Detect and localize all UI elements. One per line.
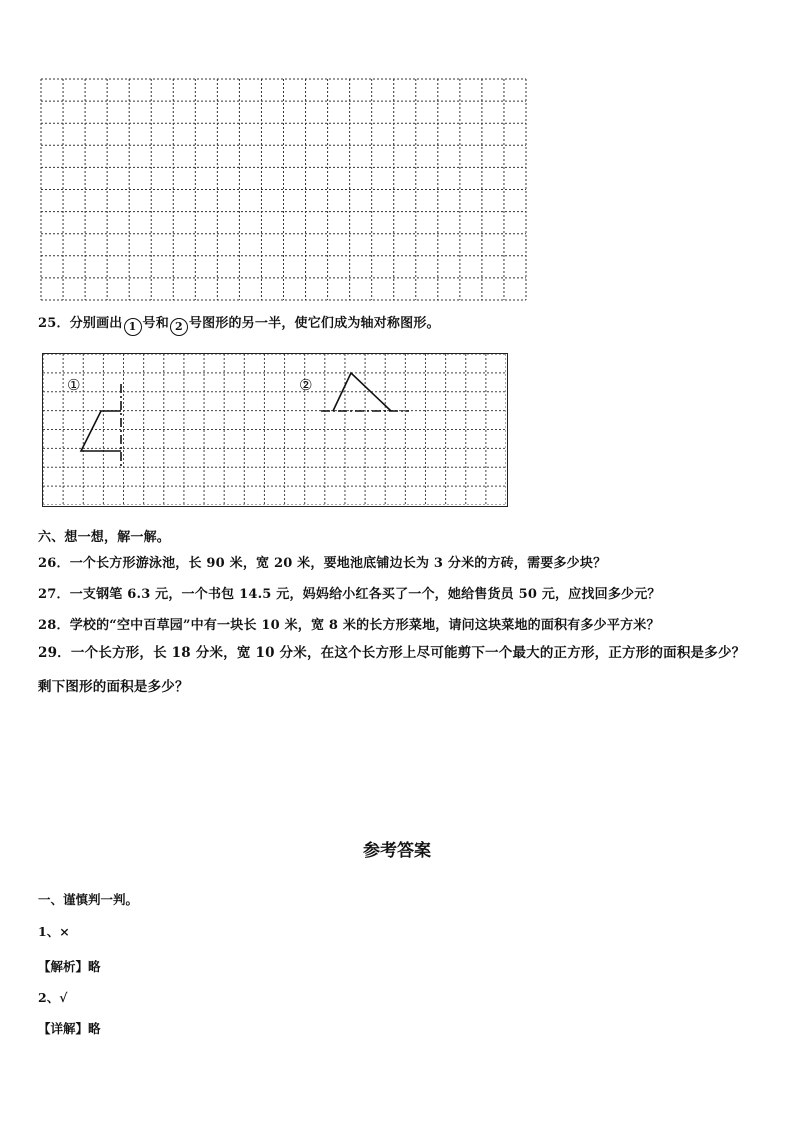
question-25-number: 25．: [38, 316, 70, 331]
blank-dotted-grid: [40, 78, 528, 302]
answers-section-1: 一、谨慎判一判。: [38, 892, 139, 907]
section-6-title: 六、想一想，解一解。: [38, 530, 171, 545]
circled-mark-2: 2: [170, 318, 188, 336]
question-26: 26．一个长方形游泳池，长 90 米，宽 20 米，要地池底铺边长为 3 分米的方砖，需要多少块？: [38, 556, 607, 571]
question-27: 27．一支钢笔 6.3 元，一个书包 14.5 元，妈妈给小红各买了一个，她给售货员 50 元，应找回多少元？: [38, 587, 661, 602]
symmetry-dotted-grid: [43, 354, 506, 505]
half-shape-1: [81, 411, 121, 451]
question-25-text-b: 号和: [142, 316, 169, 331]
half-shape-2: [333, 373, 391, 411]
answer-1: 1、×: [38, 924, 70, 939]
question-25-text-c: 号图形的另一半，使它们成为轴对称图形。: [188, 316, 440, 331]
answer-2-note: 【详解】略: [38, 1021, 101, 1036]
figure-label-2: ②: [299, 376, 313, 394]
symmetry-figure-box: [42, 353, 508, 507]
question-28: 28．学校的“空中百草园”中有一块长 10 米，宽 8 米的长方形菜地，请问这块菜地的面积有多少平方米？: [38, 618, 660, 633]
answers-title: 参考答案: [363, 841, 431, 861]
answer-1-note: 【解析】略: [38, 959, 101, 974]
question-25-text-a: 分别画出: [69, 316, 123, 331]
answer-2: 2、√: [38, 990, 68, 1005]
question-25: [38, 312, 440, 336]
figure-label-1: ①: [67, 376, 81, 394]
question-29: 29．一个长方形，长 18 分米，宽 10 分米，在这个长方形上尽可能剪下一个最大的正方形，正方形的面积是多少？剩下图形的面积是多少？: [38, 645, 746, 695]
circled-mark-1: 1: [124, 318, 142, 336]
